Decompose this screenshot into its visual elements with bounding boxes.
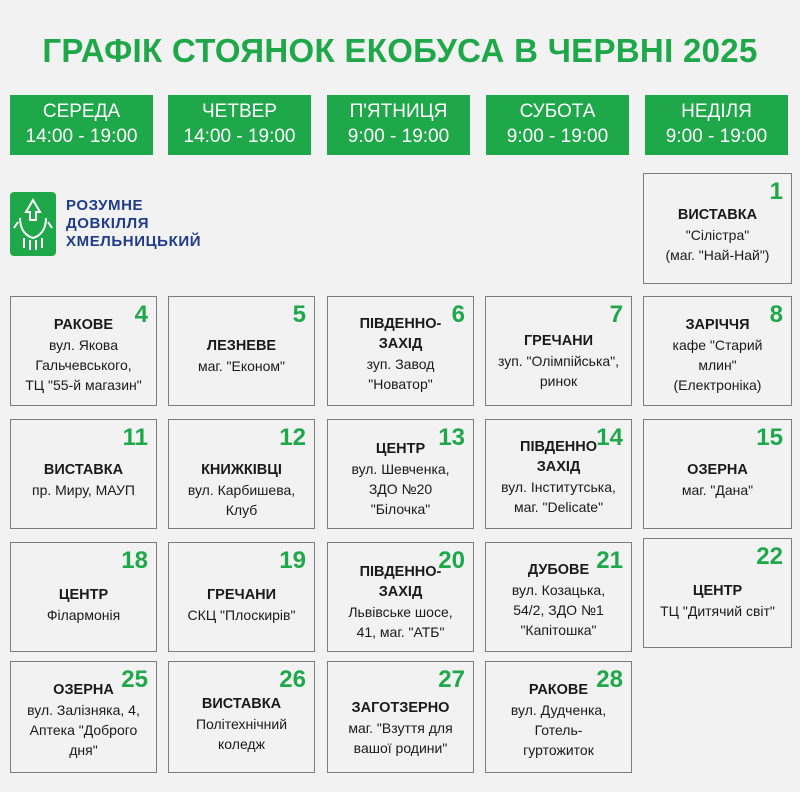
stop-address: ТЦ "55-й магазин" bbox=[25, 377, 142, 393]
day-header-wednesday bbox=[10, 95, 153, 155]
stop-address: ЗДО №20 bbox=[368, 481, 433, 497]
calendar-cell-day-25 bbox=[10, 661, 157, 773]
day-number: 5 bbox=[292, 301, 306, 328]
stop-address: млин" bbox=[698, 357, 737, 373]
page-title: ГРАФІК СТОЯНОК ЕКОБУСА В ЧЕРВНІ 2025 bbox=[42, 32, 758, 69]
stop-address: вул. Дудченка, bbox=[510, 702, 607, 718]
stop-address: "Білочка" bbox=[370, 501, 431, 517]
calendar-cell-day-28 bbox=[485, 661, 632, 773]
stop-address: "Новатор" bbox=[368, 376, 433, 392]
logo bbox=[10, 192, 230, 258]
stop-place: ЗАХІД bbox=[378, 584, 423, 600]
day-time: 9:00 - 19:00 bbox=[506, 126, 609, 147]
stop-place: ГРЕЧАНИ bbox=[523, 333, 594, 349]
stop-address: зуп. Завод bbox=[366, 356, 435, 372]
day-time: 9:00 - 19:00 bbox=[665, 126, 768, 147]
day-header-thursday bbox=[168, 95, 311, 155]
stop-place: ВИСТАВКА bbox=[677, 207, 758, 223]
day-number: 15 bbox=[756, 424, 783, 451]
stop-address: вашої родини" bbox=[353, 740, 448, 756]
calendar-cell-day-26 bbox=[168, 661, 315, 773]
stop-place: ЦЕНТР bbox=[375, 441, 426, 457]
stop-address: кафе "Старий bbox=[672, 337, 763, 353]
day-number: 21 bbox=[596, 547, 623, 574]
stop-address: вул. Якова bbox=[48, 337, 118, 353]
day-number: 18 bbox=[121, 547, 148, 574]
calendar-cell-day-21 bbox=[485, 542, 632, 652]
stop-address: (Електроніка) bbox=[673, 377, 762, 393]
calendar-cell-day-7 bbox=[485, 296, 632, 406]
stop-place: ЗАХІД bbox=[378, 336, 423, 352]
stop-address: "Капітошка" bbox=[520, 622, 597, 638]
calendar-cell-day-8 bbox=[643, 296, 792, 406]
stop-place: ЦЕНТР bbox=[692, 583, 743, 599]
calendar-cell-day-22 bbox=[643, 538, 792, 648]
stop-place: ЗАГОТЗЕРНО bbox=[351, 700, 450, 716]
calendar-cell-day-1 bbox=[643, 173, 792, 284]
stop-place: РАКОВЕ bbox=[528, 682, 589, 698]
stop-place: ДУБОВЕ bbox=[527, 562, 590, 578]
stop-address: Політехнічний bbox=[195, 716, 288, 732]
logo-line: ДОВКІЛЛЯ bbox=[66, 215, 150, 232]
day-header-saturday bbox=[486, 95, 629, 155]
stop-place: ЛЕЗНЕВЕ bbox=[206, 338, 277, 354]
day-time: 9:00 - 19:00 bbox=[347, 126, 450, 147]
day-number: 12 bbox=[279, 424, 306, 451]
stop-address: вул. Інститутська, bbox=[501, 479, 616, 495]
stop-address: маг. "Економ" bbox=[197, 358, 286, 374]
recycle-hand-icon bbox=[10, 192, 56, 256]
stop-address: маг. "Взуття для bbox=[348, 720, 453, 736]
day-name: НЕДІЛЯ bbox=[681, 101, 752, 122]
stop-address: 54/2, ЗДО №1 bbox=[513, 602, 604, 618]
day-number: 11 bbox=[122, 424, 148, 451]
day-number: 26 bbox=[279, 666, 306, 693]
stop-place: ЗАРІЧЧЯ bbox=[685, 317, 750, 333]
stop-place: ПІВДЕННО- bbox=[359, 564, 442, 580]
day-number: 27 bbox=[438, 666, 465, 693]
stop-address: СКЦ "Плоскирів" bbox=[187, 607, 296, 623]
logo-text bbox=[66, 197, 201, 251]
stop-place: ЗАХІД bbox=[536, 459, 581, 475]
stop-address: вул. Карбишева, bbox=[187, 482, 296, 498]
day-number: 8 bbox=[769, 301, 783, 328]
stop-address: 41, маг. "АТБ" bbox=[356, 624, 445, 640]
stop-address: зуп. "Олімпійська", bbox=[497, 353, 620, 369]
calendar-cell-day-27 bbox=[327, 661, 474, 773]
stop-address: Гальчевського, bbox=[35, 357, 132, 373]
day-number: 1 bbox=[769, 178, 783, 205]
stop-address: вул. Козацька, bbox=[511, 582, 606, 598]
stop-address: Клуб bbox=[225, 502, 258, 518]
calendar-cell-day-12 bbox=[168, 419, 315, 529]
stop-address: ринок bbox=[539, 373, 578, 389]
stop-place: ОЗЕРНА bbox=[687, 462, 748, 478]
stop-place: ГРЕЧАНИ bbox=[206, 587, 277, 603]
day-number: 19 bbox=[279, 547, 306, 574]
calendar-cell-day-18 bbox=[10, 542, 157, 652]
day-number: 13 bbox=[438, 424, 465, 451]
day-number: 4 bbox=[134, 301, 148, 328]
day-number: 22 bbox=[756, 543, 783, 570]
calendar-cell-day-5 bbox=[168, 296, 315, 406]
stop-address: маг. "Дана" bbox=[681, 482, 754, 498]
stop-address: Філармонія bbox=[46, 607, 121, 623]
day-number: 20 bbox=[438, 547, 465, 574]
stop-address: вул. Шевченка, bbox=[351, 461, 450, 477]
day-number: 28 bbox=[596, 666, 623, 693]
calendar-cell-day-19 bbox=[168, 542, 315, 652]
day-header-sunday bbox=[645, 95, 788, 155]
stop-address: пр. Миру, МАУП bbox=[32, 482, 135, 498]
calendar-cell-day-11 bbox=[10, 419, 157, 529]
logo-line: ХМЕЛЬНИЦЬКИЙ bbox=[66, 233, 202, 250]
calendar-cell-day-14 bbox=[485, 419, 632, 529]
stop-place: ПІВДЕННО- bbox=[359, 316, 442, 332]
stop-address: Аптека "Доброго bbox=[29, 722, 138, 738]
day-name: ЧЕТВЕР bbox=[202, 101, 277, 122]
day-number: 14 bbox=[596, 424, 623, 451]
calendar-cell-day-15 bbox=[643, 419, 792, 529]
day-number: 7 bbox=[609, 301, 623, 328]
calendar-cell-day-20 bbox=[327, 542, 474, 652]
stop-address: "Сілістра" bbox=[685, 227, 750, 243]
day-number: 6 bbox=[451, 301, 465, 328]
stop-place: ВИСТАВКА bbox=[43, 462, 124, 478]
stop-address: ТЦ "Дитячий світ" bbox=[660, 603, 775, 619]
day-name: П'ЯТНИЦЯ bbox=[349, 101, 448, 122]
calendar-cell-day-4 bbox=[10, 296, 157, 406]
day-time: 14:00 - 19:00 bbox=[25, 126, 138, 147]
stop-address: коледж bbox=[218, 736, 265, 752]
stop-address: (маг. "Най-Най") bbox=[665, 247, 770, 263]
stop-address: вул. Залізняка, 4, bbox=[27, 702, 140, 718]
calendar-cell-day-13 bbox=[327, 419, 474, 529]
stop-place: ПІВДЕННО bbox=[520, 439, 597, 455]
logo-line: РОЗУМНЕ bbox=[66, 197, 144, 214]
stop-place: РАКОВЕ bbox=[53, 317, 114, 333]
stop-address: Львівське шосе, bbox=[348, 604, 453, 620]
stop-address: маг. "Delicate" bbox=[513, 499, 604, 515]
calendar-cell-day-6 bbox=[327, 296, 474, 406]
stop-address: гуртожиток bbox=[523, 742, 594, 758]
stop-place: ВИСТАВКА bbox=[201, 696, 282, 712]
stop-place: КНИЖКІВЦІ bbox=[201, 462, 282, 478]
day-name: СЕРЕДА bbox=[42, 101, 121, 122]
stop-address: Готель- bbox=[534, 722, 583, 738]
day-number: 25 bbox=[121, 666, 148, 693]
day-time: 14:00 - 19:00 bbox=[183, 126, 296, 147]
stop-place: ОЗЕРНА bbox=[53, 682, 114, 698]
stop-place: ЦЕНТР bbox=[58, 587, 109, 603]
day-name: СУБОТА bbox=[519, 101, 596, 122]
day-header-friday bbox=[327, 95, 470, 155]
stop-address: дня" bbox=[69, 742, 98, 758]
